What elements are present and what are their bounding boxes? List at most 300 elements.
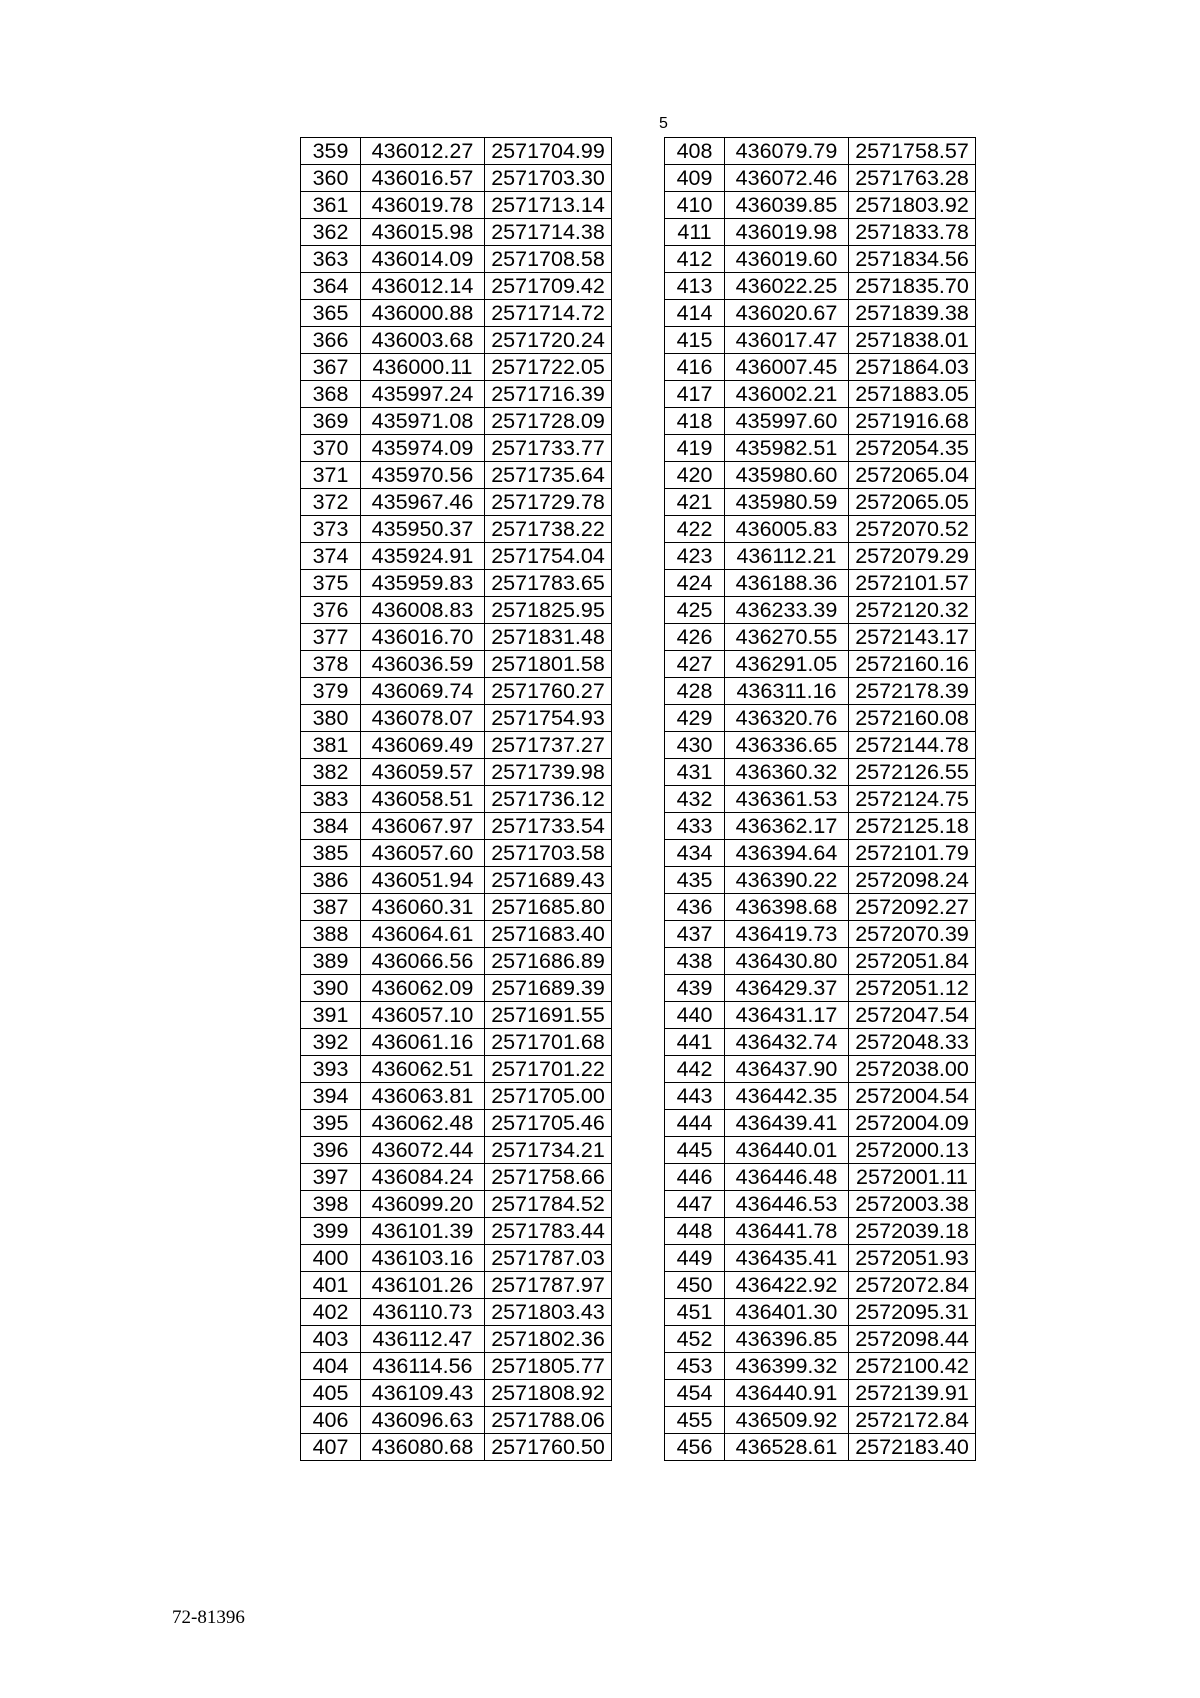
point-number-cell: 380 <box>301 705 361 732</box>
x-coordinate-cell: 436003.68 <box>361 327 485 354</box>
table-row <box>665 786 976 813</box>
y-coordinate-cell: 2571760.50 <box>485 1434 612 1461</box>
x-coordinate-cell: 436063.81 <box>361 1083 485 1110</box>
x-coordinate-cell: 435980.60 <box>725 462 849 489</box>
page-number: 5 <box>659 115 668 132</box>
table-row <box>301 354 612 381</box>
point-number-cell: 443 <box>665 1083 725 1110</box>
table-row <box>301 1434 612 1461</box>
x-coordinate-cell: 436440.91 <box>725 1380 849 1407</box>
table-row <box>665 273 976 300</box>
y-coordinate-cell: 2571763.28 <box>849 165 976 192</box>
x-coordinate-cell: 436036.59 <box>361 651 485 678</box>
x-coordinate-cell: 436270.55 <box>725 624 849 651</box>
coordinate-table-body <box>665 138 976 1461</box>
x-coordinate-cell: 436362.17 <box>725 813 849 840</box>
point-number-cell: 436 <box>665 894 725 921</box>
point-number-cell: 363 <box>301 246 361 273</box>
table-row <box>665 1029 976 1056</box>
point-number-cell: 437 <box>665 921 725 948</box>
y-coordinate-cell: 2571722.05 <box>485 354 612 381</box>
y-coordinate-cell: 2571701.22 <box>485 1056 612 1083</box>
table-row <box>665 1272 976 1299</box>
y-coordinate-cell: 2572000.13 <box>849 1137 976 1164</box>
y-coordinate-cell: 2572072.84 <box>849 1272 976 1299</box>
x-coordinate-cell: 436442.35 <box>725 1083 849 1110</box>
y-coordinate-cell: 2571864.03 <box>849 354 976 381</box>
point-number-cell: 448 <box>665 1218 725 1245</box>
table-row <box>301 1272 612 1299</box>
y-coordinate-cell: 2571683.40 <box>485 921 612 948</box>
table-row <box>665 138 976 165</box>
x-coordinate-cell: 436020.67 <box>725 300 849 327</box>
y-coordinate-cell: 2571758.66 <box>485 1164 612 1191</box>
y-coordinate-cell: 2571754.93 <box>485 705 612 732</box>
y-coordinate-cell: 2571685.80 <box>485 894 612 921</box>
point-number-cell: 385 <box>301 840 361 867</box>
table-row <box>665 408 976 435</box>
y-coordinate-cell: 2571705.46 <box>485 1110 612 1137</box>
x-coordinate-cell: 436437.90 <box>725 1056 849 1083</box>
x-coordinate-cell: 435967.46 <box>361 489 485 516</box>
point-number-cell: 420 <box>665 462 725 489</box>
y-coordinate-cell: 2572172.84 <box>849 1407 976 1434</box>
point-number-cell: 438 <box>665 948 725 975</box>
y-coordinate-cell: 2572144.78 <box>849 732 976 759</box>
table-row <box>301 732 612 759</box>
y-coordinate-cell: 2571713.14 <box>485 192 612 219</box>
table-row <box>301 1191 612 1218</box>
point-number-cell: 400 <box>301 1245 361 1272</box>
point-number-cell: 449 <box>665 1245 725 1272</box>
x-coordinate-cell: 436062.48 <box>361 1110 485 1137</box>
table-row <box>665 651 976 678</box>
coordinate-table-right <box>664 137 976 1461</box>
x-coordinate-cell: 436394.64 <box>725 840 849 867</box>
x-coordinate-cell: 436019.60 <box>725 246 849 273</box>
table-row <box>665 732 976 759</box>
x-coordinate-cell: 436109.43 <box>361 1380 485 1407</box>
point-number-cell: 451 <box>665 1299 725 1326</box>
point-number-cell: 367 <box>301 354 361 381</box>
x-coordinate-cell: 435950.37 <box>361 516 485 543</box>
x-coordinate-cell: 436446.48 <box>725 1164 849 1191</box>
y-coordinate-cell: 2571703.58 <box>485 840 612 867</box>
point-number-cell: 366 <box>301 327 361 354</box>
x-coordinate-cell: 436291.05 <box>725 651 849 678</box>
table-row <box>301 1407 612 1434</box>
y-coordinate-cell: 2572126.55 <box>849 759 976 786</box>
point-number-cell: 434 <box>665 840 725 867</box>
y-coordinate-cell: 2572178.39 <box>849 678 976 705</box>
y-coordinate-cell: 2571686.89 <box>485 948 612 975</box>
table-row <box>301 300 612 327</box>
x-coordinate-cell: 436039.85 <box>725 192 849 219</box>
table-row <box>665 516 976 543</box>
table-row <box>301 1056 612 1083</box>
y-coordinate-cell: 2572125.18 <box>849 813 976 840</box>
y-coordinate-cell: 2572004.54 <box>849 1083 976 1110</box>
y-coordinate-cell: 2571705.00 <box>485 1083 612 1110</box>
point-number-cell: 444 <box>665 1110 725 1137</box>
table-row <box>301 1164 612 1191</box>
y-coordinate-cell: 2571788.06 <box>485 1407 612 1434</box>
point-number-cell: 428 <box>665 678 725 705</box>
table-row <box>665 975 976 1002</box>
x-coordinate-cell: 435924.91 <box>361 543 485 570</box>
x-coordinate-cell: 436360.32 <box>725 759 849 786</box>
y-coordinate-cell: 2571691.55 <box>485 1002 612 1029</box>
point-number-cell: 396 <box>301 1137 361 1164</box>
table-row <box>301 1110 612 1137</box>
table-row <box>301 678 612 705</box>
x-coordinate-cell: 436114.56 <box>361 1353 485 1380</box>
point-number-cell: 360 <box>301 165 361 192</box>
point-number-cell: 452 <box>665 1326 725 1353</box>
table-row <box>665 948 976 975</box>
y-coordinate-cell: 2571714.38 <box>485 219 612 246</box>
x-coordinate-cell: 436084.24 <box>361 1164 485 1191</box>
point-number-cell: 405 <box>301 1380 361 1407</box>
table-row <box>301 192 612 219</box>
y-coordinate-cell: 2571703.30 <box>485 165 612 192</box>
table-row <box>301 516 612 543</box>
point-number-cell: 391 <box>301 1002 361 1029</box>
point-number-cell: 369 <box>301 408 361 435</box>
table-row <box>665 759 976 786</box>
y-coordinate-cell: 2572048.33 <box>849 1029 976 1056</box>
x-coordinate-cell: 436062.51 <box>361 1056 485 1083</box>
x-coordinate-cell: 436398.68 <box>725 894 849 921</box>
y-coordinate-cell: 2572079.29 <box>849 543 976 570</box>
point-number-cell: 395 <box>301 1110 361 1137</box>
table-row <box>665 1218 976 1245</box>
y-coordinate-cell: 2572051.12 <box>849 975 976 1002</box>
y-coordinate-cell: 2571737.27 <box>485 732 612 759</box>
y-coordinate-cell: 2572001.11 <box>849 1164 976 1191</box>
table-row <box>301 1245 612 1272</box>
x-coordinate-cell: 436064.61 <box>361 921 485 948</box>
y-coordinate-cell: 2571760.27 <box>485 678 612 705</box>
point-number-cell: 447 <box>665 1191 725 1218</box>
x-coordinate-cell: 436112.21 <box>725 543 849 570</box>
x-coordinate-cell: 435980.59 <box>725 489 849 516</box>
y-coordinate-cell: 2571729.78 <box>485 489 612 516</box>
table-row <box>665 597 976 624</box>
point-number-cell: 425 <box>665 597 725 624</box>
point-number-cell: 427 <box>665 651 725 678</box>
table-row <box>301 1299 612 1326</box>
y-coordinate-cell: 2571784.52 <box>485 1191 612 1218</box>
point-number-cell: 421 <box>665 489 725 516</box>
x-coordinate-cell: 436072.46 <box>725 165 849 192</box>
y-coordinate-cell: 2571834.56 <box>849 246 976 273</box>
y-coordinate-cell: 2571839.38 <box>849 300 976 327</box>
x-coordinate-cell: 436014.09 <box>361 246 485 273</box>
y-coordinate-cell: 2572124.75 <box>849 786 976 813</box>
x-coordinate-cell: 436067.97 <box>361 813 485 840</box>
table-row <box>665 192 976 219</box>
y-coordinate-cell: 2571709.42 <box>485 273 612 300</box>
table-row <box>301 1326 612 1353</box>
point-number-cell: 446 <box>665 1164 725 1191</box>
y-coordinate-cell: 2572038.00 <box>849 1056 976 1083</box>
coordinate-table-body <box>301 138 612 1461</box>
x-coordinate-cell: 436401.30 <box>725 1299 849 1326</box>
y-coordinate-cell: 2572092.27 <box>849 894 976 921</box>
point-number-cell: 455 <box>665 1407 725 1434</box>
y-coordinate-cell: 2572160.08 <box>849 705 976 732</box>
table-row <box>665 894 976 921</box>
y-coordinate-cell: 2572100.42 <box>849 1353 976 1380</box>
table-row <box>301 543 612 570</box>
table-row <box>665 624 976 651</box>
y-coordinate-cell: 2571733.77 <box>485 435 612 462</box>
table-row <box>301 273 612 300</box>
x-coordinate-cell: 436019.98 <box>725 219 849 246</box>
x-coordinate-cell: 436080.68 <box>361 1434 485 1461</box>
y-coordinate-cell: 2571738.22 <box>485 516 612 543</box>
x-coordinate-cell: 436509.92 <box>725 1407 849 1434</box>
point-number-cell: 383 <box>301 786 361 813</box>
table-row <box>301 948 612 975</box>
x-coordinate-cell: 436431.17 <box>725 1002 849 1029</box>
point-number-cell: 404 <box>301 1353 361 1380</box>
x-coordinate-cell: 436430.80 <box>725 948 849 975</box>
point-number-cell: 398 <box>301 1191 361 1218</box>
table-row <box>301 1353 612 1380</box>
table-row <box>665 1191 976 1218</box>
table-row <box>665 300 976 327</box>
x-coordinate-cell: 436057.10 <box>361 1002 485 1029</box>
y-coordinate-cell: 2571708.58 <box>485 246 612 273</box>
y-coordinate-cell: 2572065.05 <box>849 489 976 516</box>
table-row <box>665 813 976 840</box>
x-coordinate-cell: 436311.16 <box>725 678 849 705</box>
y-coordinate-cell: 2571720.24 <box>485 327 612 354</box>
y-coordinate-cell: 2571739.98 <box>485 759 612 786</box>
point-number-cell: 424 <box>665 570 725 597</box>
point-number-cell: 375 <box>301 570 361 597</box>
point-number-cell: 397 <box>301 1164 361 1191</box>
y-coordinate-cell: 2571783.65 <box>485 570 612 597</box>
y-coordinate-cell: 2572047.54 <box>849 1002 976 1029</box>
point-number-cell: 414 <box>665 300 725 327</box>
x-coordinate-cell: 436017.47 <box>725 327 849 354</box>
x-coordinate-cell: 436441.78 <box>725 1218 849 1245</box>
x-coordinate-cell: 436101.39 <box>361 1218 485 1245</box>
point-number-cell: 393 <box>301 1056 361 1083</box>
point-number-cell: 439 <box>665 975 725 1002</box>
point-number-cell: 365 <box>301 300 361 327</box>
y-coordinate-cell: 2572065.04 <box>849 462 976 489</box>
x-coordinate-cell: 436002.21 <box>725 381 849 408</box>
x-coordinate-cell: 436066.56 <box>361 948 485 975</box>
point-number-cell: 410 <box>665 192 725 219</box>
point-number-cell: 372 <box>301 489 361 516</box>
y-coordinate-cell: 2571802.36 <box>485 1326 612 1353</box>
point-number-cell: 402 <box>301 1299 361 1326</box>
table-row <box>301 327 612 354</box>
point-number-cell: 399 <box>301 1218 361 1245</box>
table-row <box>665 462 976 489</box>
coordinate-table-left <box>300 137 612 1461</box>
table-row <box>301 867 612 894</box>
x-coordinate-cell: 436101.26 <box>361 1272 485 1299</box>
x-coordinate-cell: 436016.57 <box>361 165 485 192</box>
x-coordinate-cell: 436019.78 <box>361 192 485 219</box>
table-row <box>301 381 612 408</box>
x-coordinate-cell: 436008.83 <box>361 597 485 624</box>
table-row <box>301 1002 612 1029</box>
point-number-cell: 364 <box>301 273 361 300</box>
x-coordinate-cell: 436072.44 <box>361 1137 485 1164</box>
table-row <box>665 165 976 192</box>
table-row <box>301 894 612 921</box>
point-number-cell: 453 <box>665 1353 725 1380</box>
point-number-cell: 384 <box>301 813 361 840</box>
y-coordinate-cell: 2572051.84 <box>849 948 976 975</box>
x-coordinate-cell: 436336.65 <box>725 732 849 759</box>
y-coordinate-cell: 2571803.92 <box>849 192 976 219</box>
point-number-cell: 435 <box>665 867 725 894</box>
y-coordinate-cell: 2572004.09 <box>849 1110 976 1137</box>
table-row <box>665 1083 976 1110</box>
x-coordinate-cell: 436399.32 <box>725 1353 849 1380</box>
point-number-cell: 423 <box>665 543 725 570</box>
x-coordinate-cell: 436015.98 <box>361 219 485 246</box>
y-coordinate-cell: 2571735.64 <box>485 462 612 489</box>
point-number-cell: 440 <box>665 1002 725 1029</box>
y-coordinate-cell: 2571808.92 <box>485 1380 612 1407</box>
y-coordinate-cell: 2572003.38 <box>849 1191 976 1218</box>
table-row <box>665 705 976 732</box>
y-coordinate-cell: 2572101.79 <box>849 840 976 867</box>
y-coordinate-cell: 2571835.70 <box>849 273 976 300</box>
point-number-cell: 413 <box>665 273 725 300</box>
table-row <box>665 1407 976 1434</box>
x-coordinate-cell: 436361.53 <box>725 786 849 813</box>
x-coordinate-cell: 435971.08 <box>361 408 485 435</box>
table-row <box>665 867 976 894</box>
point-number-cell: 426 <box>665 624 725 651</box>
table-row <box>665 327 976 354</box>
x-coordinate-cell: 436432.74 <box>725 1029 849 1056</box>
y-coordinate-cell: 2571689.39 <box>485 975 612 1002</box>
table-row <box>665 1056 976 1083</box>
y-coordinate-cell: 2571701.68 <box>485 1029 612 1056</box>
point-number-cell: 371 <box>301 462 361 489</box>
y-coordinate-cell: 2571689.43 <box>485 867 612 894</box>
table-row <box>301 138 612 165</box>
table-row <box>301 1137 612 1164</box>
y-coordinate-cell: 2571754.04 <box>485 543 612 570</box>
y-coordinate-cell: 2571783.44 <box>485 1218 612 1245</box>
x-coordinate-cell: 436007.45 <box>725 354 849 381</box>
point-number-cell: 387 <box>301 894 361 921</box>
point-number-cell: 417 <box>665 381 725 408</box>
x-coordinate-cell: 436079.79 <box>725 138 849 165</box>
table-row <box>301 435 612 462</box>
point-number-cell: 445 <box>665 1137 725 1164</box>
y-coordinate-cell: 2571803.43 <box>485 1299 612 1326</box>
x-coordinate-cell: 436061.16 <box>361 1029 485 1056</box>
x-coordinate-cell: 436446.53 <box>725 1191 849 1218</box>
point-number-cell: 454 <box>665 1380 725 1407</box>
table-row <box>301 624 612 651</box>
table-row <box>301 408 612 435</box>
y-coordinate-cell: 2571734.21 <box>485 1137 612 1164</box>
point-number-cell: 379 <box>301 678 361 705</box>
table-row <box>665 1353 976 1380</box>
x-coordinate-cell: 436110.73 <box>361 1299 485 1326</box>
point-number-cell: 433 <box>665 813 725 840</box>
x-coordinate-cell: 436233.39 <box>725 597 849 624</box>
x-coordinate-cell: 436012.14 <box>361 273 485 300</box>
table-row <box>301 813 612 840</box>
y-coordinate-cell: 2571833.78 <box>849 219 976 246</box>
x-coordinate-cell: 435959.83 <box>361 570 485 597</box>
y-coordinate-cell: 2572095.31 <box>849 1299 976 1326</box>
x-coordinate-cell: 435982.51 <box>725 435 849 462</box>
x-coordinate-cell: 436022.25 <box>725 273 849 300</box>
table-row <box>665 435 976 462</box>
x-coordinate-cell: 436528.61 <box>725 1434 849 1461</box>
point-number-cell: 406 <box>301 1407 361 1434</box>
table-row <box>301 840 612 867</box>
point-number-cell: 418 <box>665 408 725 435</box>
table-row <box>665 678 976 705</box>
point-number-cell: 359 <box>301 138 361 165</box>
table-row <box>665 1326 976 1353</box>
table-row <box>665 1137 976 1164</box>
table-row <box>301 570 612 597</box>
table-row <box>301 1083 612 1110</box>
table-row <box>301 651 612 678</box>
x-coordinate-cell: 436435.41 <box>725 1245 849 1272</box>
table-row <box>665 1434 976 1461</box>
y-coordinate-cell: 2571838.01 <box>849 327 976 354</box>
x-coordinate-cell: 436440.01 <box>725 1137 849 1164</box>
x-coordinate-cell: 436062.09 <box>361 975 485 1002</box>
x-coordinate-cell: 436060.31 <box>361 894 485 921</box>
point-number-cell: 441 <box>665 1029 725 1056</box>
y-coordinate-cell: 2571716.39 <box>485 381 612 408</box>
table-row <box>301 246 612 273</box>
point-number-cell: 378 <box>301 651 361 678</box>
point-number-cell: 386 <box>301 867 361 894</box>
point-number-cell: 456 <box>665 1434 725 1461</box>
y-coordinate-cell: 2571733.54 <box>485 813 612 840</box>
point-number-cell: 370 <box>301 435 361 462</box>
y-coordinate-cell: 2571704.99 <box>485 138 612 165</box>
x-coordinate-cell: 436069.74 <box>361 678 485 705</box>
table-row <box>665 1164 976 1191</box>
y-coordinate-cell: 2571805.77 <box>485 1353 612 1380</box>
x-coordinate-cell: 436059.57 <box>361 759 485 786</box>
table-row <box>665 219 976 246</box>
document-code: 72-81396 <box>172 1607 245 1628</box>
x-coordinate-cell: 436000.88 <box>361 300 485 327</box>
x-coordinate-cell: 436058.51 <box>361 786 485 813</box>
table-row <box>665 1380 976 1407</box>
y-coordinate-cell: 2572054.35 <box>849 435 976 462</box>
table-row <box>665 354 976 381</box>
y-coordinate-cell: 2572101.57 <box>849 570 976 597</box>
point-number-cell: 408 <box>665 138 725 165</box>
x-coordinate-cell: 436051.94 <box>361 867 485 894</box>
point-number-cell: 376 <box>301 597 361 624</box>
